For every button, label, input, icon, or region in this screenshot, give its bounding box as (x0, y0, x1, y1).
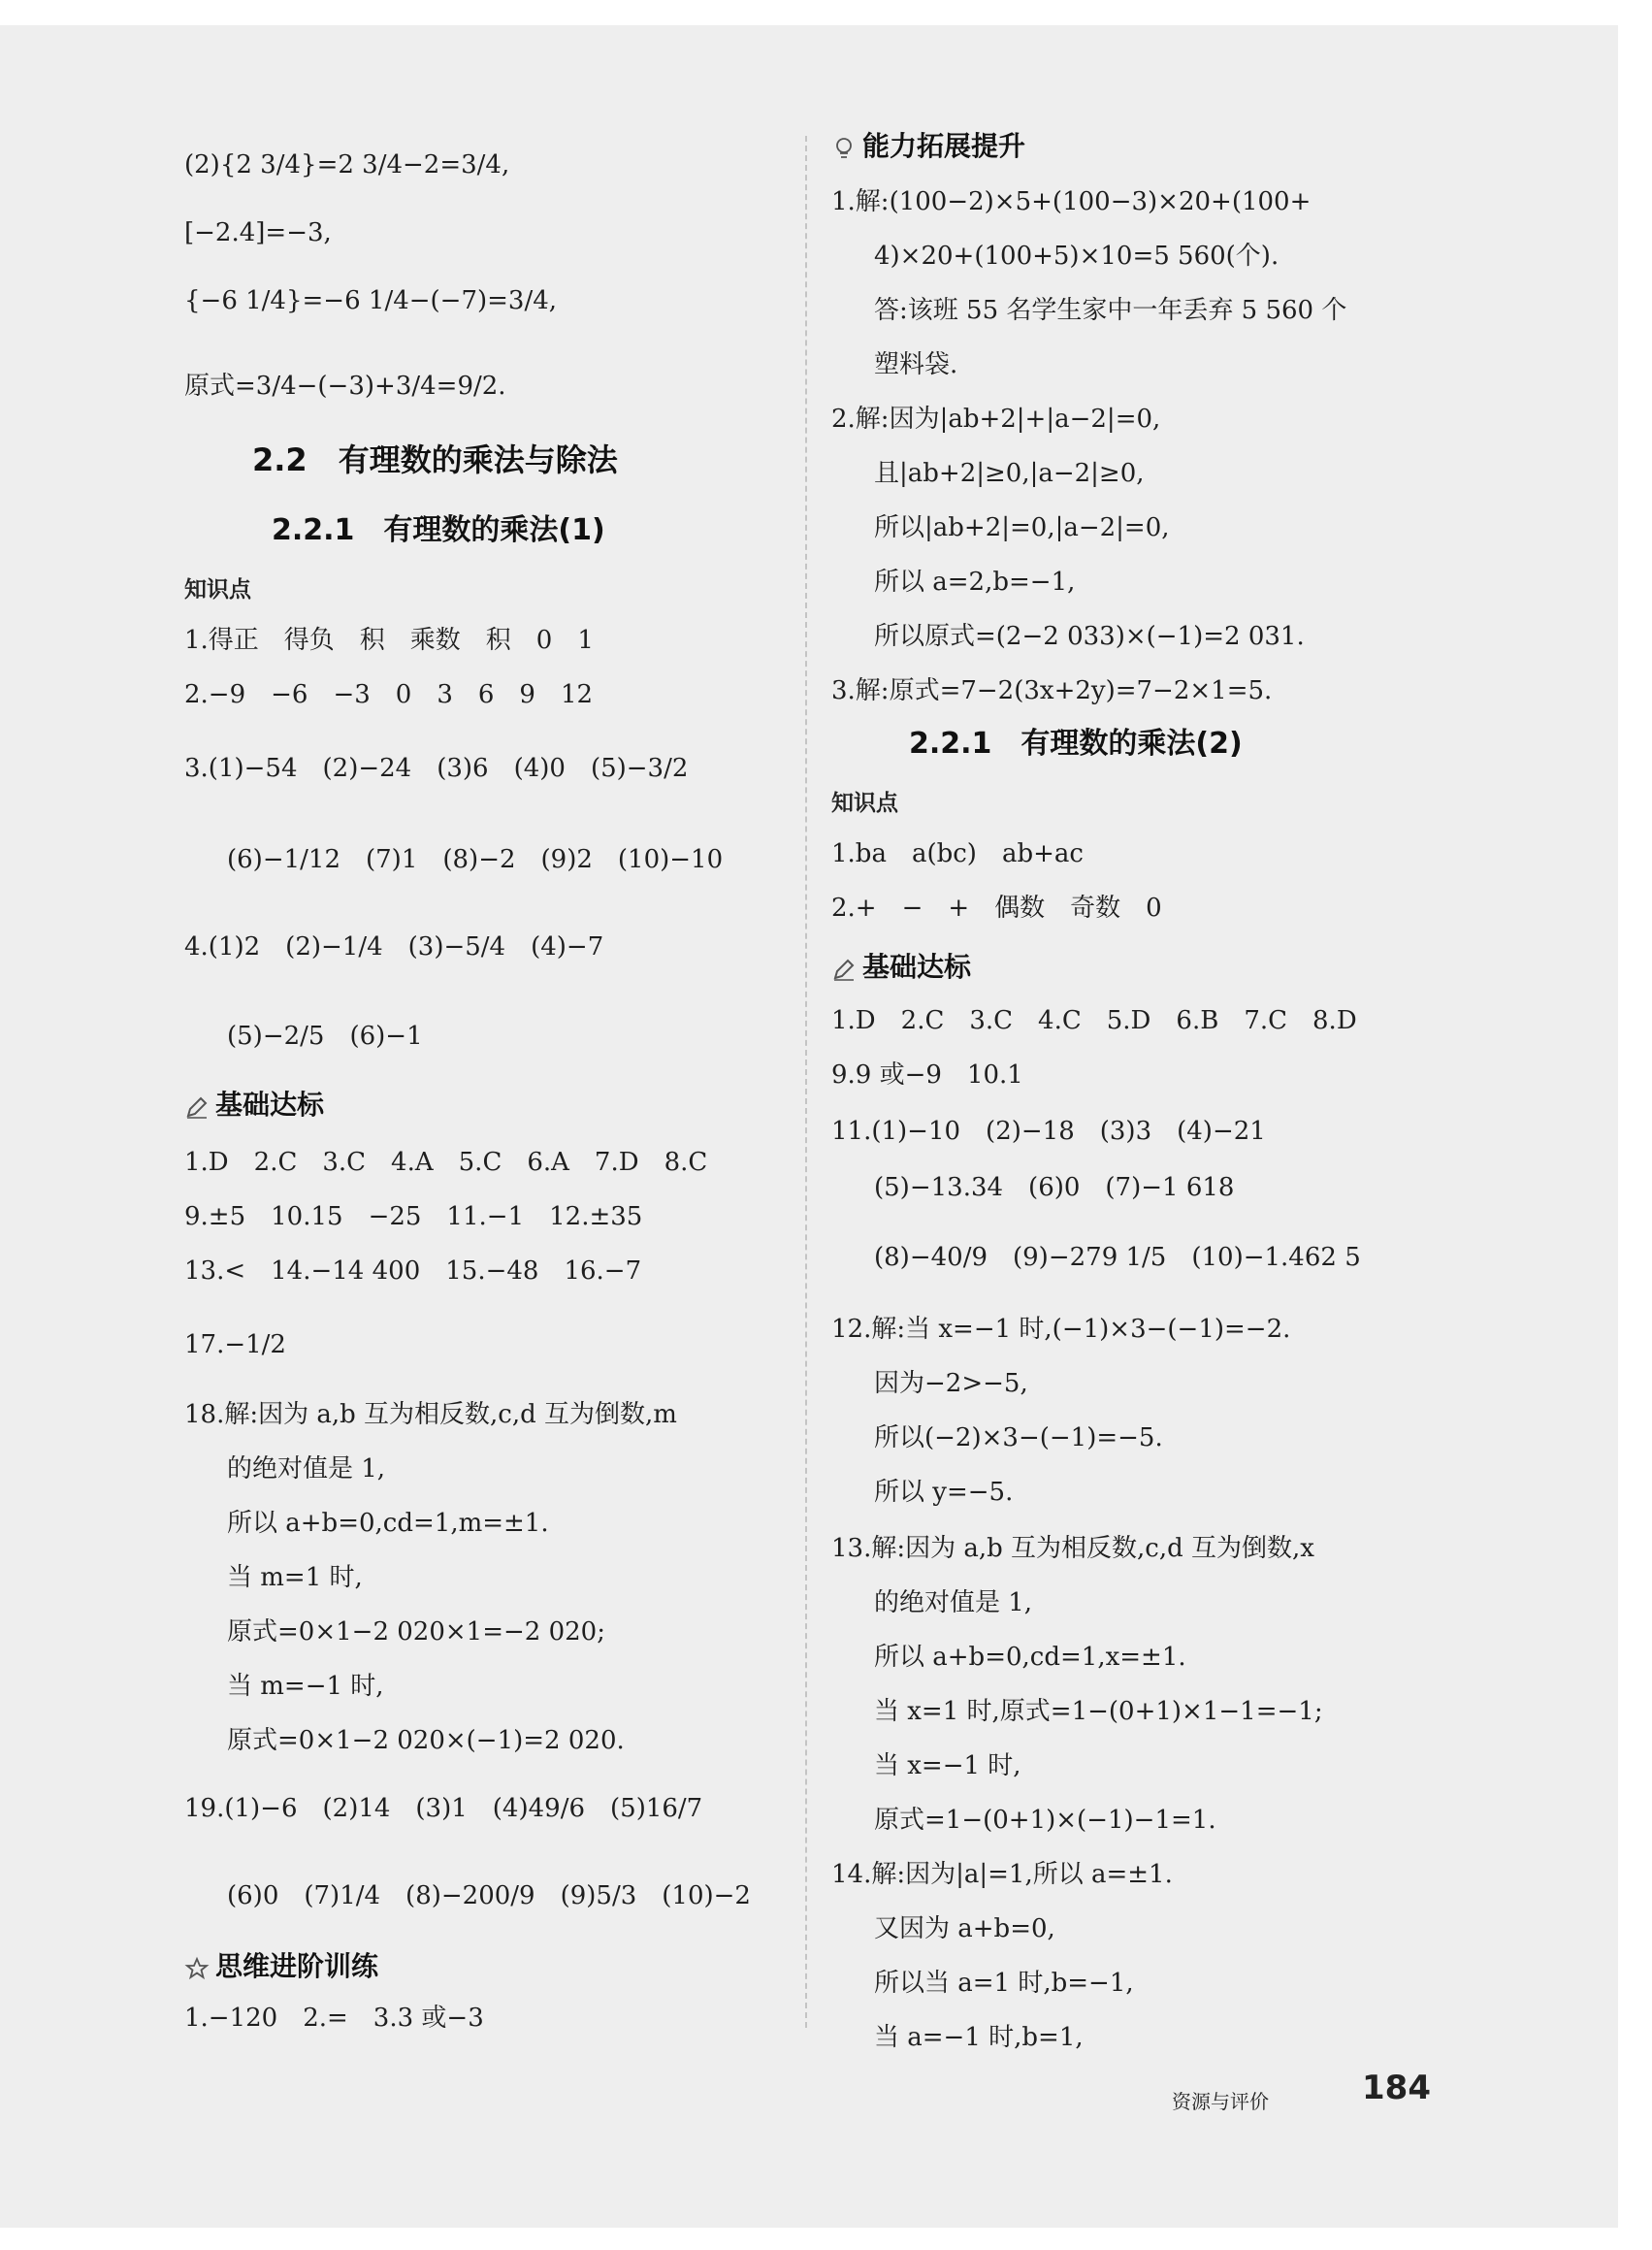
answer-line: 1.D 2.C 3.C 4.C 5.D 6.B 7.C 8.D (831, 1006, 1357, 1035)
answer-line: 当 x=−1 时, (874, 1751, 1021, 1780)
answer-line: 且|ab+2|≥0,|a−2|≥0, (874, 459, 1145, 488)
answer-line: 答:该班 55 名学生家中一年丢弃 5 560 个 (874, 296, 1347, 325)
answer-line: 原式=0×1−2 020×(−1)=2 020. (227, 1726, 625, 1755)
lightbulb-icon (831, 136, 857, 161)
answer-line: 所以 a+b=0,cd=1,m=±1. (227, 1509, 549, 1538)
answer-line: 9.±5 10.15 −25 11.−1 12.±35 (184, 1202, 643, 1231)
answer-line: 4)×20+(100+5)×10=5 560(个). (874, 242, 1279, 271)
answer-line: (5)−2/5 (6)−1 (227, 1022, 423, 1051)
answer-line: 所以 a+b=0,cd=1,x=±1. (874, 1643, 1186, 1672)
star-icon (184, 1956, 210, 1981)
text-line: [−2.4]=−3, (184, 218, 332, 247)
answer-line: 13.< 14.−14 400 15.−48 16.−7 (184, 1256, 642, 1286)
basic-heading (184, 1087, 324, 1124)
pencil-icon (831, 957, 857, 982)
text-line: 原式=3/4−(−3)+3/4=9/2. (184, 372, 506, 401)
answer-line: 19.(1)−6 (2)14 (3)1 (4)49/6 (5)16/7 (184, 1794, 703, 1823)
knowledge-label: 知识点 (831, 791, 898, 816)
page-number: 184 (1362, 2069, 1431, 2107)
answer-line: 原式=1−(0+1)×(−1)−1=1. (874, 1806, 1216, 1835)
footer-brand: 资源与评价 (1172, 2090, 1269, 2113)
answer-line: 13.解:因为 a,b 互为相反数,c,d 互为倒数,x (831, 1534, 1314, 1563)
column-divider (805, 136, 807, 2028)
answer-line: 1.D 2.C 3.C 4.A 5.C 6.A 7.D 8.C (184, 1148, 708, 1177)
answer-line: 18.解:因为 a,b 互为相反数,c,d 互为倒数,m (184, 1400, 677, 1429)
answer-line: 当 x=1 时,原式=1−(0+1)×1−1=−1; (874, 1697, 1323, 1726)
answer-line: 2.解:因为|ab+2|+|a−2|=0, (831, 405, 1161, 434)
text-line: (2){2 3/4}=2 3/4−2=3/4, (184, 150, 510, 179)
text-line: {−6 1/4}=−6 1/4−(−7)=3/4, (184, 286, 558, 315)
answer-line: 所以当 a=1 时,b=−1, (874, 1969, 1134, 1998)
answer-line: 所以原式=(2−2 033)×(−1)=2 031. (874, 622, 1305, 651)
answer-line: 3.解:原式=7−2(3x+2y)=7−2×1=5. (831, 676, 1273, 705)
answer-line: 14.解:因为|a|=1,所以 a=±1. (831, 1860, 1173, 1889)
section-heading: 2.2 有理数的乘法与除法 (252, 441, 618, 478)
answer-line: 原式=0×1−2 020×1=−2 020; (227, 1617, 605, 1647)
answer-line: 所以 a=2,b=−1, (874, 568, 1076, 597)
answer-line: 2.−9 −6 −3 0 3 6 9 12 (184, 680, 594, 709)
section-label: 思维进阶训练 (215, 1950, 379, 1982)
answer-line: 当 m=1 时, (227, 1563, 363, 1592)
answer-line: 1.−120 2.= 3.3 或−3 (184, 2004, 484, 2033)
basic-heading (831, 949, 971, 986)
answer-line: 的绝对值是 1, (874, 1588, 1033, 1617)
answer-line: 17.−1/2 (184, 1330, 286, 1359)
section-label: 能力拓展提升 (862, 130, 1026, 162)
answer-line: (6)−1/12 (7)1 (8)−2 (9)2 (10)−10 (227, 845, 724, 874)
answer-line: 2.+ − + 偶数 奇数 0 (831, 894, 1162, 923)
subsection-heading: 2.2.1 有理数的乘法(1) (272, 513, 605, 547)
answer-line: 的绝对值是 1, (227, 1454, 386, 1484)
answer-line: 11.(1)−10 (2)−18 (3)3 (4)−21 (831, 1117, 1266, 1146)
section-label: 基础达标 (862, 951, 972, 983)
answer-line: 当 m=−1 时, (227, 1672, 384, 1701)
answer-line: 因为−2>−5, (874, 1369, 1028, 1398)
answer-line: 4.(1)2 (2)−1/4 (3)−5/4 (4)−7 (184, 932, 604, 962)
knowledge-label: 知识点 (184, 577, 251, 603)
subsection-heading: 2.2.1 有理数的乘法(2) (909, 727, 1243, 761)
answer-line: 又因为 a+b=0, (874, 1914, 1055, 1943)
answer-line: 所以(−2)×3−(−1)=−5. (874, 1423, 1163, 1452)
answer-line: 1.ba a(bc) ab+ac (831, 839, 1084, 868)
answer-line: 1.解:(100−2)×5+(100−3)×20+(100+ (831, 187, 1312, 216)
thinking-heading (184, 1948, 378, 1985)
section-label: 基础达标 (215, 1089, 325, 1121)
answer-line: 3.(1)−54 (2)−24 (3)6 (4)0 (5)−3/2 (184, 754, 689, 783)
answer-line: 所以|ab+2|=0,|a−2|=0, (874, 513, 1170, 542)
answer-line: 1.得正 得负 积 乘数 积 0 1 (184, 626, 594, 655)
answer-line: 塑料袋. (874, 350, 958, 379)
pencil-icon (184, 1094, 210, 1120)
answer-line: 9.9 或−9 10.1 (831, 1060, 1023, 1090)
answer-line: (5)−13.34 (6)0 (7)−1 618 (874, 1173, 1235, 1202)
answer-line: 所以 y=−5. (874, 1478, 1014, 1507)
answer-line: 12.解:当 x=−1 时,(−1)×3−(−1)=−2. (831, 1315, 1291, 1344)
ability-heading (831, 128, 1025, 165)
answer-line: (8)−40/9 (9)−279 1/5 (10)−1.462 5 (874, 1243, 1361, 1272)
answer-line: 当 a=−1 时,b=1, (874, 2023, 1084, 2052)
answer-line: (6)0 (7)1/4 (8)−200/9 (9)5/3 (10)−2 (227, 1881, 751, 1910)
